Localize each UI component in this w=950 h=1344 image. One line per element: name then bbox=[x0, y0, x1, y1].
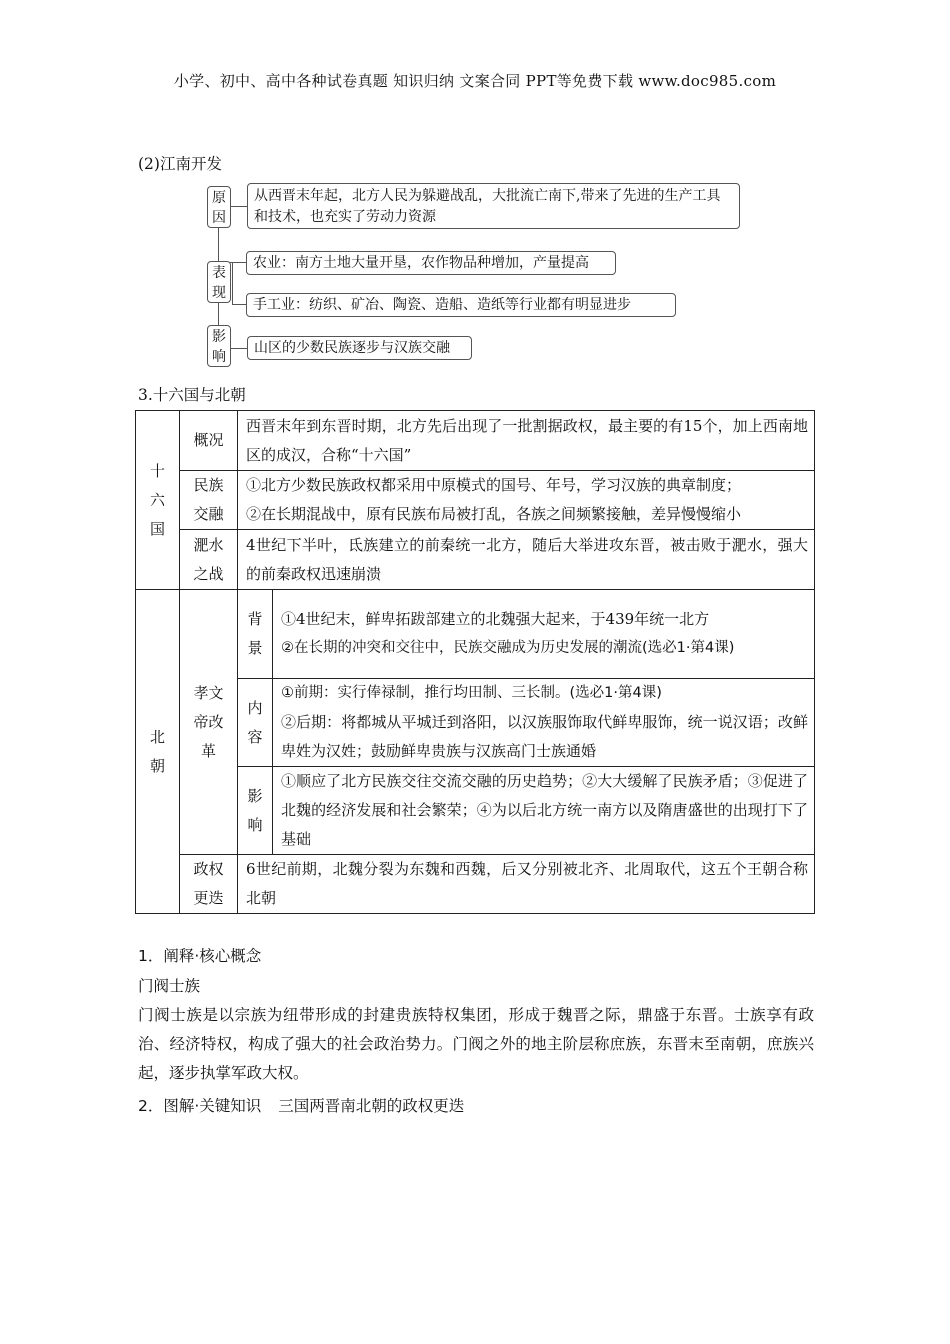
cell-fusion-label: 民族交融 bbox=[180, 471, 238, 530]
impact-box: 山区的少数民族逐步与汉族交融 bbox=[247, 336, 472, 360]
label-show: 表现 bbox=[207, 261, 231, 303]
heading-core-concept: 1．阐释·核心概念 bbox=[138, 947, 262, 965]
concept-paragraph: 门阀士族是以宗族为纽带形成的封建贵族特权集团，形成于魏晋之际，鼎盛于东晋。士族享有政治、经济特权，构成了强大的社会政治势力。门阀之外的地主阶层称庶族，东晋末至南朝，庶族兴起，逐步执掌军政大权。 bbox=[138, 1006, 814, 1082]
cell-regime-label: 政权更迭 bbox=[180, 855, 238, 914]
cell-xiaowen: 孝文帝改革 bbox=[180, 590, 238, 855]
heading-key-knowledge-sub: 三国两晋南北朝的政权更迭 bbox=[278, 1097, 465, 1115]
cell-regime-text: 6世纪前期，北魏分裂为东魏和西魏，后又分别被北齐、北周取代，这五个王朝合称北朝 bbox=[238, 855, 815, 914]
section-title-sixteen: 3.十六国与北朝 bbox=[138, 386, 246, 404]
cell-sixteen: 十六国 bbox=[136, 411, 180, 590]
cell-influence-text: ①顺应了北方民族交往交流交融的历史趋势；②大大缓解了民族矛盾；③促进了北魏的经济发展和社会繁荣；④为以后北方统一南方以及隋唐盛世的出现打下了基础 bbox=[273, 767, 815, 855]
cell-overview-label: 概况 bbox=[180, 411, 238, 471]
heading-key-knowledge-label: 2．图解·关键知识 bbox=[138, 1097, 262, 1115]
sixteen-kingdoms-table bbox=[135, 410, 815, 914]
heading-key-knowledge bbox=[138, 1094, 464, 1116]
cell-content-label: 内容 bbox=[238, 679, 273, 767]
connector-show-agri bbox=[230, 262, 246, 263]
cell-overview-text: 西晋末年到东晋时期，北方先后出现了一批割据政权，最主要的有15个，加上西南地区的成汉，合称“十六国” bbox=[238, 411, 815, 471]
cell-northern: 北朝 bbox=[136, 590, 180, 914]
agriculture-box: 农业：南方土地大量开垦，农作物品种增加，产量提高 bbox=[246, 251, 616, 275]
label-reason: 原因 bbox=[207, 186, 231, 228]
connector-show-craft bbox=[232, 304, 246, 305]
cell-influence-label: 影响 bbox=[238, 767, 273, 855]
cell-feishui-label: 淝水之战 bbox=[180, 530, 238, 590]
cell-content-text: ①前期：实行俸禄制，推行均田制、三长制。(选必1·第4课) ②后期：将都城从平城迁到洛阳，以汉族服饰取代鲜卑服饰，统一说汉语；改鲜卑姓为汉姓；鼓励鲜卑贵族与汉族高门士族通婚 bbox=[273, 679, 815, 767]
term-title: 门阀士族 bbox=[138, 977, 201, 995]
handicraft-box: 手工业：纺织、矿冶、陶瓷、造船、造纸等行业都有明显进步 bbox=[246, 293, 676, 317]
label-impact: 影响 bbox=[207, 325, 231, 367]
section-title-jiangnan: (2)江南开发 bbox=[138, 155, 222, 173]
cell-feishui-text: 4世纪下半叶，氐族建立的前秦统一北方，随后大举进攻东晋，被击败于淝水，强大的前秦政权迅速崩溃 bbox=[238, 530, 815, 590]
cell-fusion-text: ①北方少数民族政权都采用中原模式的国号、年号，学习汉族的典章制度； ②在长期混战中，原有民族布局被打乱，各族之间频繁接触，差异慢慢缩小 bbox=[238, 471, 815, 530]
cell-background-text: ①4世纪末，鲜卑拓跋部建立的北魏强大起来，于439年统一北方 ②在长期的冲突和交往中，民族交融成为历史发展的潮流(选必1·第4课) bbox=[273, 590, 815, 679]
cell-background-label: 背景 bbox=[238, 590, 273, 679]
connector-show-branch bbox=[232, 262, 233, 305]
reason-box: 从西晋末年起，北方人民为躲避战乱，大批流亡南下,带来了先进的生产工具和技术，也充实了劳动力资源 bbox=[247, 183, 740, 229]
page-header: 小学、初中、高中各种试卷真题 知识归纳 文案合同 PPT等免费下载 www.doc985.com bbox=[173, 72, 777, 90]
